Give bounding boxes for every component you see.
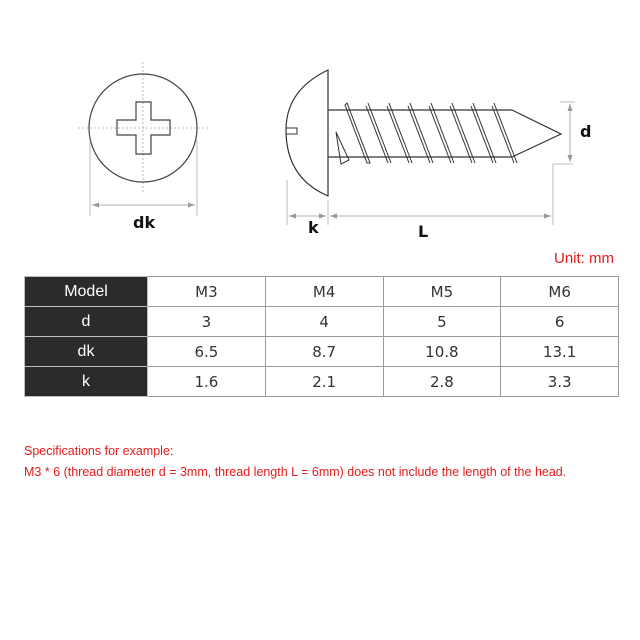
row-header: Model [25, 277, 148, 307]
table-cell: 4 [265, 307, 383, 337]
table-cell: M6 [501, 277, 619, 307]
table-row [25, 337, 619, 367]
d-dimension-label: d [580, 122, 592, 141]
table-cell: 3 [148, 307, 266, 337]
table-cell: 10.8 [383, 337, 501, 367]
dk-dimension-label: dk [133, 213, 156, 232]
table-cell: M5 [383, 277, 501, 307]
table-cell: 8.7 [265, 337, 383, 367]
table-cell: 6.5 [148, 337, 266, 367]
spec-table [24, 276, 619, 397]
table-cell: 3.3 [501, 367, 619, 397]
table-cell: M3 [148, 277, 266, 307]
top-view-head-icon [78, 62, 208, 216]
row-header: d [25, 307, 148, 337]
table-row [25, 367, 619, 397]
table-row [25, 307, 619, 337]
unit-label: Unit: mm [554, 250, 614, 267]
table-cell: 5 [383, 307, 501, 337]
table-header-row [25, 277, 619, 307]
table-cell: 2.8 [383, 367, 501, 397]
table-cell: 2.1 [265, 367, 383, 397]
screw-technical-drawing [0, 0, 640, 260]
notes-body: M3 * 6 (thread diameter d = 3mm, thread length L = 6mm) does not include the length of the head. [24, 465, 567, 479]
table-cell: 1.6 [148, 367, 266, 397]
notes-title: Specifications for example: [24, 444, 174, 458]
table-cell: 13.1 [501, 337, 619, 367]
side-view-screw-icon [286, 70, 575, 225]
table-cell: 6 [501, 307, 619, 337]
L-dimension-label: L [418, 222, 429, 241]
row-header: dk [25, 337, 148, 367]
row-header: k [25, 367, 148, 397]
table-cell: M4 [265, 277, 383, 307]
k-dimension-label: k [308, 218, 319, 237]
